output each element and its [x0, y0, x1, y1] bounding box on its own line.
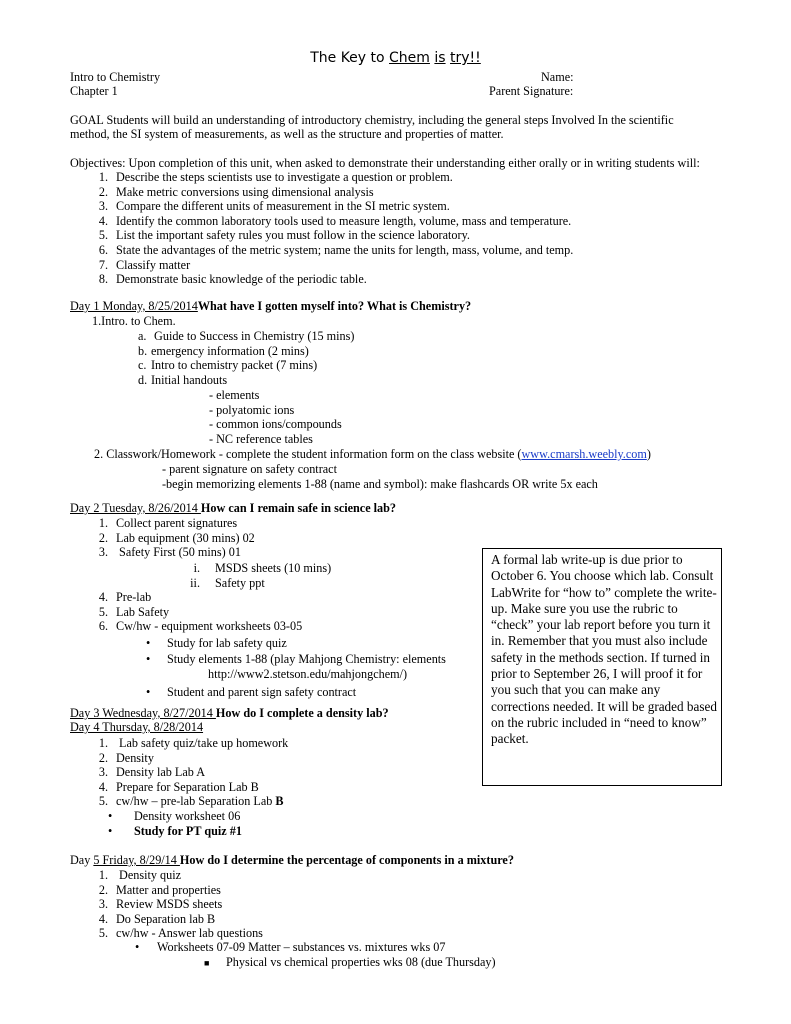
bullet-icon: •: [146, 684, 151, 699]
day5-square-bullet: ■ Physical vs chemical properties wks 08 (due Thursday): [204, 955, 496, 969]
objective-item: 2. Make metric conversions using dimensional analysis: [98, 184, 374, 199]
list-item: a. Guide to Success in Chemistry (15 mins): [138, 329, 355, 343]
objectives-list: [86, 170, 573, 287]
name-label: Name:: [541, 70, 574, 84]
day1-item-2: 2. Classwork/Homework - complete the student information form on the class website (www.cmarsh.weebly.com): [94, 447, 651, 461]
list-item: 3. Review MSDS sheets: [98, 897, 223, 912]
goal-line-2: method, the SI system of measurements, as well as the structure and properties of matter.: [70, 127, 504, 141]
page-title: The Key to Chem is try!!: [310, 50, 481, 66]
list-item: 1. Lab safety quiz/take up homework: [98, 736, 289, 750]
day4-bullets: [108, 809, 242, 838]
list-item: • Student and parent sign safety contract: [146, 684, 357, 699]
list-item: 1. Density quiz: [98, 868, 181, 882]
day1-item-2b: -begin memorizing elements 1-88 (name and symbol): make flashcards OR write 5x each: [162, 477, 598, 491]
list-item: c. Intro to chemistry packet (7 mins): [138, 358, 318, 373]
objective-item: 7. Classify matter: [98, 257, 191, 272]
chapter-label: Chapter 1: [70, 84, 118, 98]
bullet-icon: •: [135, 940, 140, 954]
objective-item: 4. Identify the common laboratory tools used to measure length, volume, mass and temperature.: [98, 213, 572, 228]
day2-list-2: [86, 590, 302, 634]
list-item: ii. Safety ppt: [190, 575, 265, 590]
day5-bullet: • Worksheets 07-09 Matter – substances vs. mixtures wks 07: [135, 940, 446, 954]
list-item: 4. Do Separation lab B: [98, 911, 216, 926]
list-item: 2. Matter and properties: [98, 882, 221, 897]
day1-sublist: [138, 329, 354, 387]
list-item: 3. Density lab Lab A: [98, 765, 206, 780]
list-item: • Density worksheet 06: [108, 809, 241, 823]
class-website-link[interactable]: www.cmarsh.weebly.com: [521, 447, 647, 461]
day4-list: [86, 736, 288, 809]
list-item: 1. Collect parent signatures: [98, 516, 238, 530]
objective-item: 8. Demonstrate basic knowledge of the periodic table.: [98, 272, 367, 287]
list-item: - NC reference tables: [209, 431, 313, 446]
lab-writeup-note-text: A formal lab write-up is due prior to October 6. You choose which lab. Consult LabWrite for “how to” complete the write-up. Make sure you use the rubric to “check” your lab report before you turn it in. Remember that you must also include safety in the methods section. If turned in prior to September 26, I will proof it for you such that you can make any corrections needed. It will be graded based on the rubric included in “need to know” packet.: [491, 552, 717, 747]
list-item: • Study for lab safety quiz: [146, 636, 287, 650]
mahjong-url: http://www2.stetson.edu/mahjongchem/): [208, 666, 408, 681]
goal-line-1: GOAL Students will build an understanding of introductory chemistry, including the general steps Involved In the scientific: [70, 113, 674, 127]
list-item: 2. Lab equipment (30 mins) 02: [98, 530, 255, 545]
list-item: d. Initial handouts: [138, 372, 228, 387]
square-bullet-icon: ■: [204, 958, 210, 968]
list-item: - elements: [209, 388, 260, 402]
list-item: i. MSDS sheets (10 mins): [193, 561, 332, 575]
day1-item-2a: - parent signature on safety contract: [162, 462, 337, 476]
bullet-icon: •: [108, 823, 113, 838]
objective-item: 6. State the advantages of the metric system; name the units for length, mass, volume, and temp.: [98, 242, 574, 257]
course-label: Intro to Chemistry: [70, 70, 161, 84]
handouts-list: [209, 388, 342, 446]
list-item: 5. Lab Safety: [98, 604, 170, 619]
bullet-icon: •: [146, 652, 151, 666]
list-item: - common ions/compounds: [209, 417, 342, 432]
day4-heading: Day 4 Thursday, 8/28/2014: [70, 720, 204, 734]
objective-item: 1. Describe the steps scientists use to investigate a question or problem.: [98, 170, 453, 184]
list-item: b. emergency information (2 mins): [138, 343, 309, 358]
objective-item: 5. List the important safety rules you must follow in the science laboratory.: [98, 228, 470, 243]
day2-list: [86, 516, 255, 560]
day5-heading: Day 5 Friday, 8/29/14 How do I determine the percentage of components in a mixture?: [70, 853, 514, 867]
list-item: 5. cw/hw - Answer lab questions: [98, 926, 263, 941]
day1-item-1: 1.Intro. to Chem.: [92, 314, 176, 328]
day1-heading: Day 1 Monday, 8/25/2014What have I gotten myself into? What is Chemistry?: [70, 299, 472, 313]
day2-heading: Day 2 Tuesday, 8/26/2014 How can I remain safe in science lab?: [70, 501, 397, 515]
day5-list: [86, 868, 263, 941]
day3-heading: Day 3 Wednesday, 8/27/2014 How do I complete a density lab?: [70, 706, 389, 720]
list-item: 3. Safety First (50 mins) 01: [98, 545, 241, 560]
list-item: 6. Cw/hw - equipment worksheets 03-05: [98, 619, 303, 634]
objective-item: 3. Compare the different units of measurement in the SI metric system.: [98, 199, 450, 214]
bullet-icon: •: [146, 636, 151, 650]
list-item: - polyatomic ions: [209, 402, 295, 417]
day2-bullets: [146, 636, 446, 699]
list-item: 5. cw/hw – pre-lab Separation Lab B: [98, 794, 284, 809]
list-item: 4. Prepare for Separation Lab B: [98, 779, 259, 794]
list-item: • Study for PT quiz #1: [108, 823, 242, 838]
list-item: 4. Pre-lab: [98, 590, 152, 604]
list-item: 2. Density: [98, 750, 154, 765]
list-item: • Study elements 1-88 (play Mahjong Chemistry: elements: [146, 652, 446, 666]
objectives-intro: Objectives: Upon completion of this unit, when asked to demonstrate their understanding either orally or in writing students will:: [70, 156, 700, 170]
day2-roman-list: [185, 561, 331, 590]
bullet-icon: •: [108, 809, 113, 823]
parent-signature-label: Parent Signature:: [489, 84, 574, 98]
